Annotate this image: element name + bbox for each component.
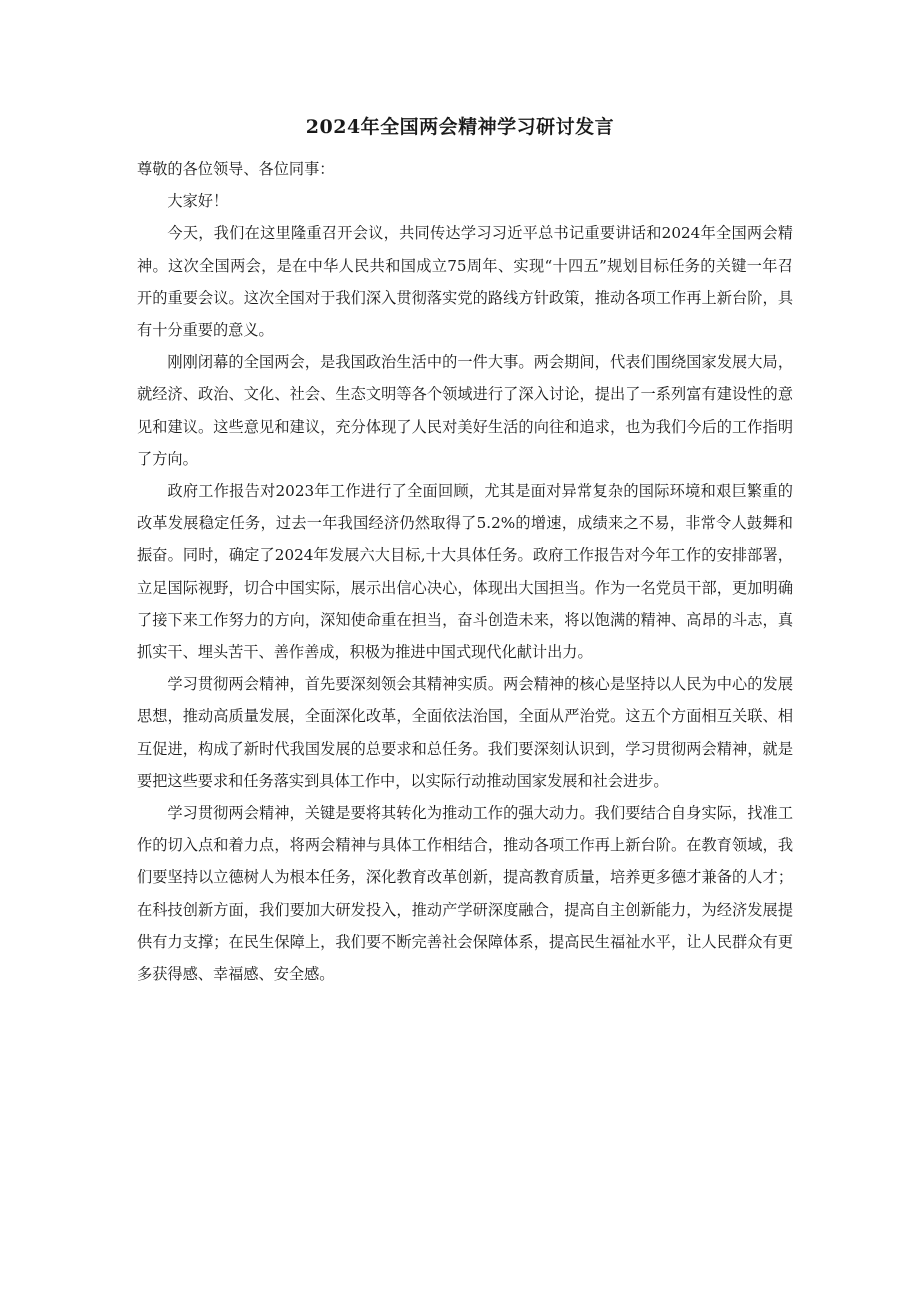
greeting: 大家好！ (167, 192, 229, 211)
paragraph-5: 学习贯彻两会精神，关键是要将其转化为推动工作的强大动力。我们要结合自身实际，找准工作的切入点和着力点，将两会精神与具体工作相结合，推动各项工作再上新台阶。在教育领域，我们要坚持以立德树人为根本任务，深化教育改革创新，提高教育质量，培养更多德才兼备的人才；在科技创新方面，我们要加大研发投入，推动产学研深度融合，提高自主创新能力，为经济发展提供有力支撑；在民生保障上，我们要不断完善社会保障体系，提高民生福祉水平，让人民群众有更多获得感、幸福感、安全感。 (137, 804, 793, 984)
paragraph-1: 今天，我们在这里隆重召开会议，共同传达学习习近平总书记重要讲话和2024年全国两会精神。这次全国两会，是在中华人民共和国成立75周年、实现“十四五”规划目标任务的关键一年召开的重要会议。这次全国对于我们深入贯彻落实党的路线方针政策，推动各项工作再上新台阶，具有十分重要的意义。 (137, 224, 793, 340)
paragraph-3: 政府工作报告对2023年工作进行了全面回顾，尤其是面对异常复杂的国际环境和艰巨繁重的改革发展稳定任务，过去一年我国经济仍然取得了5.2%的增速，成绩来之不易，非常令人鼓舞和振奋。同时，确定了2024年发展六大目标,十大具体任务。政府工作报告对今年工作的安排部署，立足国际视野，切合中国实际，展示出信心决心，体现出大国担当。作为一名党员干部，更加明确了接下来工作努力的方向，深知使命重在担当，奋斗创造未来，将以饱满的精神、高昂的斗志，真抓实干、埋头苦干、善作善成，积极为推进中国式现代化献计出力。 (137, 482, 793, 662)
paragraph-2: 刚刚闭幕的全国两会，是我国政治生活中的一件大事。两会期间，代表们围绕国家发展大局，就经济、政治、文化、社会、生态文明等各个领域进行了深入讨论，提出了一系列富有建设性的意见和建议。这些意见和建议，充分体现了人民对美好生活的向往和追求，也为我们今后的工作指明了方向。 (137, 353, 793, 468)
paragraph-4: 学习贯彻两会精神，首先要深刻领会其精神实质。两会精神的核心是坚持以人民为中心的发展思想，推动高质量发展，全面深化改革，全面依法治国，全面从严治党。这五个方面相互关联、相互促进，构成了新时代我国发展的总要求和总任务。我们要深刻认识到，学习贯彻两会精神，就是要把这些要求和任务落实到具体工作中，以实际行动推动国家发展和社会进步。 (137, 675, 793, 790)
document-body (137, 153, 793, 990)
salutation: 尊敬的各位领导、各位同事： (137, 160, 335, 178)
document-title: 2024年全国两会精神学习研讨发言 (305, 116, 615, 138)
